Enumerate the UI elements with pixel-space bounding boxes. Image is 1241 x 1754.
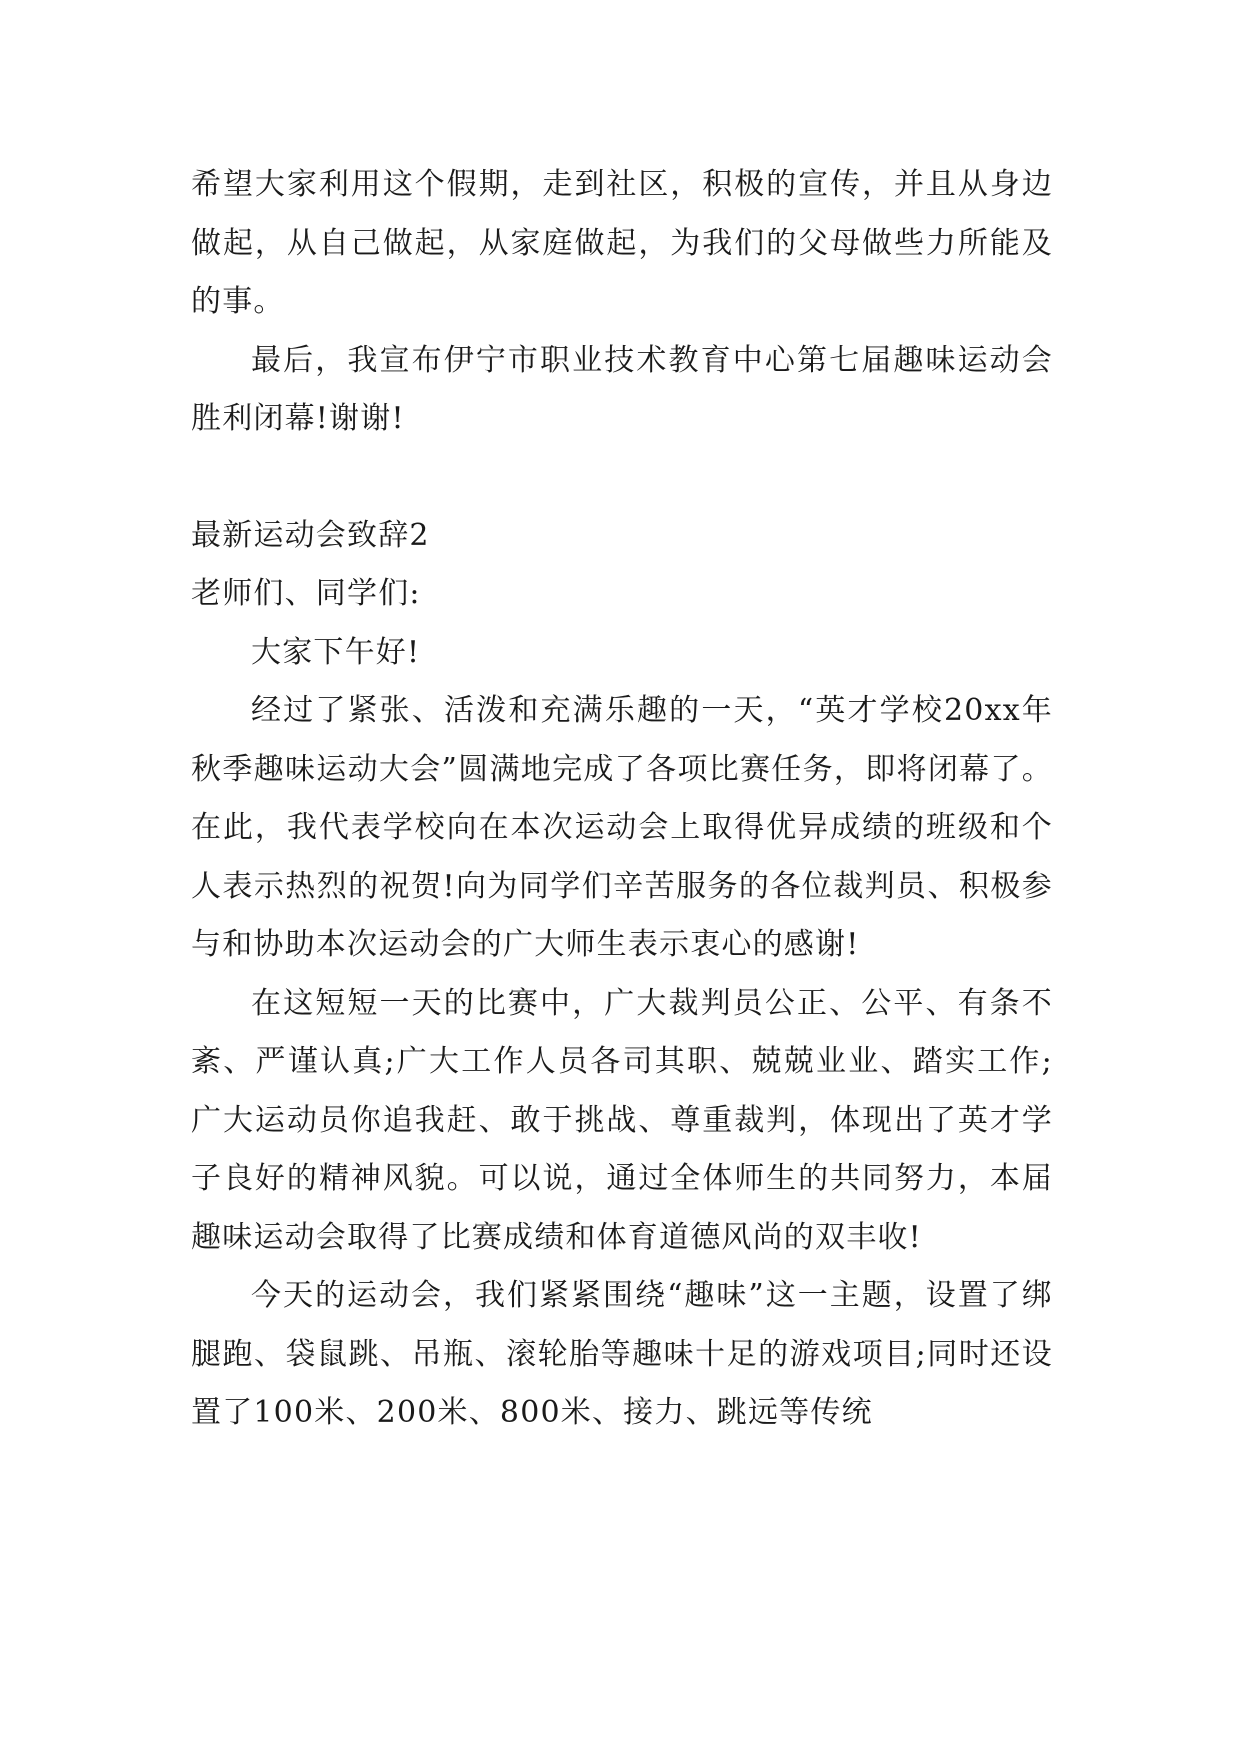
section-title: 最新运动会致辞2: [191, 517, 430, 553]
document-text: [191, 156, 1053, 1443]
body-paragraph: 在这短短一天的比赛中，广大裁判员公正、公平、有条不紊、严谨认真;广大工作人员各司其职、兢兢业业、踏实工作;广大运动员你追我赶、敢于挑战、尊重裁判，体现出了英才学子良好的精神风貌。可以说，通过全体师生的共同努力，本届趣味运动会取得了比赛成绩和体育道德风尚的双丰收!: [191, 985, 1053, 1255]
paragraph-closing: 最后，我宣布伊宁市职业技术教育中心第七届趣味运动会胜利闭幕!谢谢!: [191, 342, 1053, 436]
paragraph-continuation: 希望大家利用这个假期，走到社区，积极的宣传，并且从身边做起，从自己做起，从家庭做起，为我们的父母做些力所能及的事。: [191, 167, 1053, 319]
body-paragraph: 经过了紧张、活泼和充满乐趣的一天，“英才学校20xx年秋季趣味运动大会”圆满地完成了各项比赛任务，即将闭幕了。在此，我代表学校向在本次运动会上取得优异成绩的班级和个人表示热烈的祝贺!向为同学们辛苦服务的各位裁判员、积极参与和协助本次运动会的广大师生表示衷心的感谢!: [191, 693, 1053, 962]
greeting: 大家下午好!: [251, 634, 421, 670]
salutation: 老师们、同学们:: [191, 576, 421, 611]
body-paragraph: 今天的运动会，我们紧紧围绕“趣味”这一主题，设置了绑腿跑、袋鼠跳、吊瓶、滚轮胎等趣味十足的游戏项目;同时还设置了100米、200米、800米、接力、跳远等传统: [191, 1278, 1053, 1430]
